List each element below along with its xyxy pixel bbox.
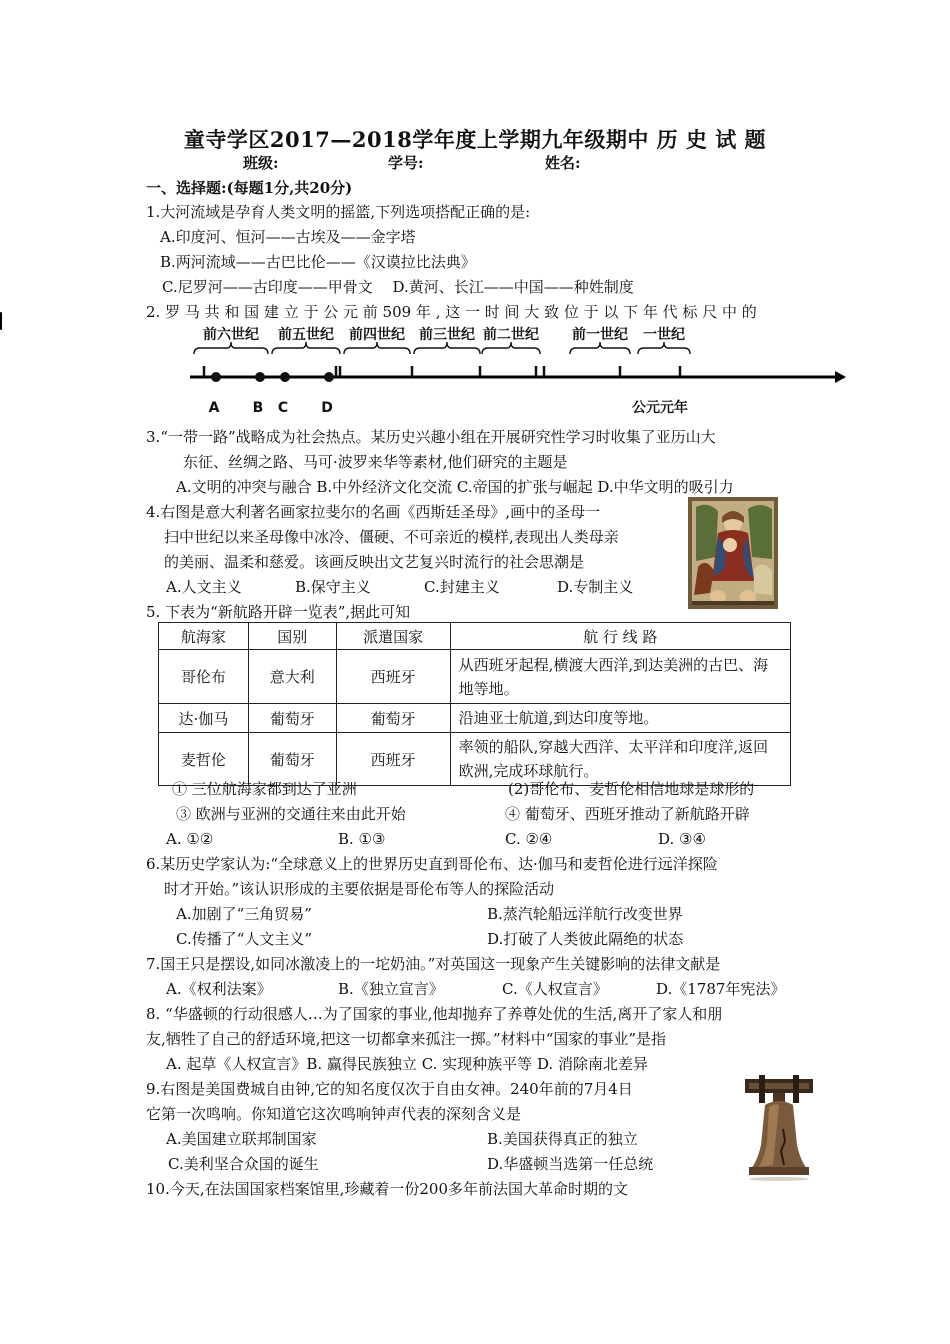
- table-header-cell: 航海家: [159, 623, 249, 650]
- q5-option-d: D. ③④: [658, 830, 706, 848]
- q9-option-b: B.美国获得真正的独立: [487, 1130, 638, 1148]
- table-cell: 葡萄牙: [248, 733, 336, 786]
- timeline-point-label: C: [277, 400, 289, 416]
- table-row: [159, 704, 791, 733]
- sistine-madonna-image: [688, 497, 778, 609]
- student-id-label: 学号:: [388, 154, 424, 172]
- table-header-cell: 航 行 线 路: [450, 623, 790, 650]
- q9-stem-2: 它第一次鸣响。你知道它这次鸣响钟声代表的深刻含义是: [146, 1105, 522, 1123]
- q5-option-b: B. ①③: [338, 830, 386, 848]
- q6-option-c: C.传播了“人文主义”: [176, 930, 313, 948]
- q3-stem-2: 东征、丝绸之路、马可·波罗来华等素材,他们研究的主题是: [183, 453, 568, 471]
- q9-stem-1: 9.右图是美国费城自由钟,它的知名度仅次于自由女神。240年前的7月4日: [146, 1080, 633, 1098]
- timeline-point-label: D: [321, 400, 333, 416]
- century-label: 前二世纪: [483, 327, 539, 343]
- q7-option-d: D.《1787年宪法》: [656, 980, 786, 998]
- table-cell: 西班牙: [336, 650, 450, 704]
- era-label: 公元元年: [632, 400, 688, 416]
- table-header-cell: 派遣国家: [336, 623, 450, 650]
- century-label: 前四世纪: [349, 327, 405, 343]
- q1-option-cd: C.尼罗河——古印度——甲骨文 D.黄河、长江——中国——种姓制度: [162, 278, 634, 296]
- table-cell: 麦哲伦: [159, 733, 249, 786]
- q5-option-c: C. ②④: [505, 830, 553, 848]
- century-brace: [194, 342, 268, 354]
- q5-statement-2: (2)哥伦布、麦哲伦相信地球是球形的: [508, 780, 755, 798]
- q6-option-b: B.蒸汽轮船远洋航行改变世界: [487, 905, 683, 923]
- q4-stem-2: 扫中世纪以来圣母像中冰冷、僵硬、不可亲近的模样,表现出人类母亲: [164, 528, 619, 546]
- q5-option-a: A. ①②: [166, 830, 214, 848]
- q4-option-c: C.封建主义: [424, 578, 500, 596]
- section-heading: 一、选择题:(每题1分,共20分): [146, 179, 353, 197]
- q4-option-a: A.人文主义: [166, 578, 242, 596]
- voyages-table: [158, 622, 791, 786]
- q8-options: A. 起草《人权宣言》B. 赢得民族独立 C. 实现种族平等 D. 消除南北差异: [166, 1055, 648, 1073]
- q1-stem: 1.大河流域是孕育人类文明的摇篮,下列选项搭配正确的是:: [146, 203, 531, 221]
- century-label: 前五世纪: [278, 327, 334, 343]
- century-brace: [482, 342, 540, 354]
- q4-stem-1: 4.右图是意大利著名画家拉斐尔的名画《西斯廷圣母》,画中的圣母一: [146, 503, 601, 521]
- century-label: 前三世纪: [419, 327, 475, 343]
- q3-stem-1: 3.“一带一路”战略成为社会热点。某历史兴趣小组在开展研究性学习时收集了亚历山大: [146, 428, 716, 446]
- name-label: 姓名:: [545, 154, 581, 172]
- liberty-bell-image: [743, 1075, 815, 1181]
- table-cell: 西班牙: [336, 733, 450, 786]
- q8-stem-2: 友,牺牲了自己的舒适环境,把这一切都拿来孤注一掷。”材料中“国家的事业”是指: [146, 1030, 667, 1048]
- table-cell: 沿迪亚士航道,到达印度等地。: [450, 704, 790, 733]
- q7-option-b: B.《独立宣言》: [338, 980, 444, 998]
- table-row: [159, 733, 791, 786]
- timeline-point-label: A: [208, 400, 220, 416]
- q7-stem: 7.国王只是摆设,如同冰激凌上的一坨奶油。”对英国这一现象产生关键影响的法律文献是: [146, 955, 721, 973]
- table-cell: 哥伦布: [159, 650, 249, 704]
- q5-statement-1: ① 三位航海家都到达了亚洲: [172, 780, 357, 798]
- timeline-point: [211, 372, 221, 382]
- century-brace: [638, 342, 690, 354]
- timeline-point: [255, 372, 265, 382]
- q7-option-c: C.《人权宣言》: [502, 980, 608, 998]
- table-cell: 意大利: [248, 650, 336, 704]
- timeline-point-label: B: [252, 400, 264, 416]
- timeline-point: [324, 372, 334, 382]
- timeline-ruler: [180, 322, 860, 422]
- table-header-row: [159, 623, 791, 650]
- class-label: 班级:: [243, 154, 279, 172]
- century-brace: [414, 342, 480, 354]
- century-label: 一世纪: [643, 327, 685, 343]
- q10-stem: 10.今天,在法国国家档案馆里,珍藏着一份200多年前法国大革命时期的文: [146, 1180, 629, 1198]
- table-cell: 葡萄牙: [248, 704, 336, 733]
- page-title: 童寺学区2017—2018学年度上学期九年级期中 历 史 试 题: [183, 127, 767, 152]
- century-brace: [272, 342, 340, 354]
- q1-option-b: B.两河流域——古巴比伦——《汉谟拉比法典》: [160, 253, 476, 271]
- q9-option-a: A.美国建立联邦制国家: [166, 1130, 317, 1148]
- century-label: 前六世纪: [203, 327, 259, 343]
- century-label: 前一世纪: [572, 327, 628, 343]
- q7-option-a: A.《权利法案》: [166, 980, 272, 998]
- q6-option-a: A.加剧了“三角贸易”: [176, 905, 312, 923]
- q5-statement-4: ④ 葡萄牙、西班牙推动了新航路开辟: [505, 805, 750, 823]
- table-cell: 葡萄牙: [336, 704, 450, 733]
- table-row: [159, 650, 791, 704]
- q6-stem-2: 时才开始。”该认识形成的主要依据是哥伦布等人的探险活动: [164, 880, 555, 898]
- q5-statement-3: ③ 欧洲与亚洲的交通往来由此开始: [176, 805, 406, 823]
- q9-option-c: C.美利坚合众国的诞生: [168, 1155, 319, 1173]
- q6-stem-1: 6.某历史学家认为:“全球意义上的世界历史直到哥伦布、达·伽马和麦哲伦进行远洋探险: [146, 855, 718, 873]
- table-cell: 从西班牙起程,横渡大西洋,到达美洲的古巴、海地等地。: [450, 650, 790, 704]
- q6-option-d: D.打破了人类彼此隔绝的状态: [487, 930, 684, 948]
- century-brace: [344, 342, 410, 354]
- century-brace: [570, 342, 630, 354]
- timeline-arrow: [835, 371, 846, 383]
- timeline-point: [280, 372, 290, 382]
- q8-stem-1: 8. “华盛顿的行动很感人…为了国家的事业,他却抛弃了养尊处优的生活,离开了家人和朋: [146, 1005, 723, 1023]
- q5-stem: 5. 下表为“新航路开辟一览表”,据此可知: [146, 603, 411, 621]
- table-cell: 率领的船队,穿越大西洋、太平洋和印度洋,返回欧洲,完成环球航行。: [450, 733, 790, 786]
- table-cell: 达·伽马: [159, 704, 249, 733]
- q3-options: A.文明的冲突与融合 B.中外经济文化交流 C.帝国的扩张与崛起 D.中华文明的吸引力: [176, 478, 734, 496]
- table-header-cell: 国别: [248, 623, 336, 650]
- page-edge-mark: [0, 312, 2, 330]
- q2-stem: 2. 罗 马 共 和 国 建 立 于 公 元 前 509 年 , 这 一 时 间 大 致 位 于 以 下 年 代 标 尺 中 的: [146, 303, 757, 321]
- q9-option-d: D.华盛顿当选第一任总统: [487, 1155, 654, 1173]
- q1-option-a: A.印度河、恒河——古埃及——金字塔: [160, 228, 416, 246]
- q4-option-d: D.专制主义: [557, 578, 634, 596]
- q4-option-b: B.保守主义: [295, 578, 371, 596]
- q4-stem-3: 的美丽、温柔和慈爱。该画反映出文艺复兴时流行的社会思潮是: [164, 553, 585, 571]
